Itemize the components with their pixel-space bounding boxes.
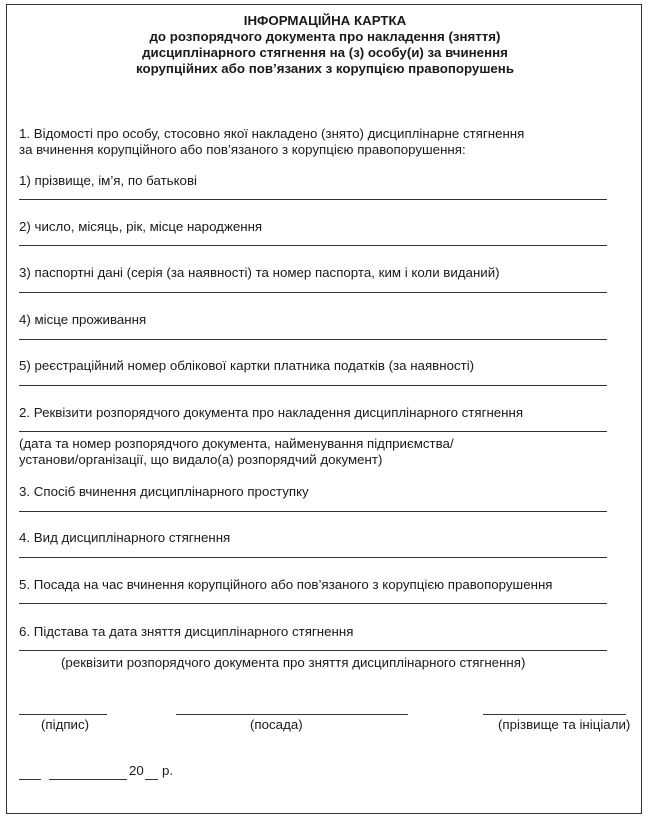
form-subtitle-line-1: до розпорядчого документа про накладення (зняття) — [149, 29, 501, 44]
field-full-name-line[interactable] — [19, 199, 607, 200]
date-year-prefix: 20 — [129, 763, 144, 778]
section-3-line[interactable] — [19, 511, 607, 512]
signature-caption: (підпис) — [41, 717, 90, 732]
section-2-line[interactable] — [19, 431, 607, 432]
field-residence-label: 4) місце проживання — [19, 312, 147, 327]
date-day-line[interactable] — [19, 779, 41, 780]
name-initials-line[interactable] — [483, 714, 626, 715]
field-passport-line[interactable] — [19, 292, 607, 293]
information-card-form — [6, 4, 642, 814]
section-6-line[interactable] — [19, 650, 607, 651]
section-1-intro-line-2: за вчинення корупційного або пов’язаного з корупцією правопорушення: — [19, 142, 466, 157]
date-month-line[interactable] — [49, 779, 127, 780]
field-passport-label: 3) паспортні дані (серія (за наявності) та номер паспорта, ким і коли виданий) — [19, 265, 500, 280]
form-subtitle-line-3: корупційних або пов’язаних з корупцією правопорушень — [135, 61, 515, 76]
section-5-label: 5. Посада на час вчинення корупційного або пов’язаного з корупцією правопорушення — [19, 577, 553, 592]
field-full-name-label: 1) прізвище, ім’я, по батькові — [19, 173, 197, 188]
name-initials-caption: (прізвище та ініціали) — [498, 717, 631, 732]
section-2-hint-line-1: (дата та номер розпорядчого документа, найменування підприємства/ — [19, 436, 454, 451]
field-tax-number-label: 5) реєстраційний номер облікової картки платника податків (за наявності) — [19, 358, 475, 373]
position-line[interactable] — [176, 714, 408, 715]
date-year-suffix: р. — [162, 763, 174, 778]
section-6-hint: (реквізити розпорядчого документа про зняття дисциплінарного стягнення) — [61, 655, 526, 670]
field-birth-label: 2) число, місяць, рік, місце народження — [19, 219, 263, 234]
section-5-line[interactable] — [19, 603, 607, 604]
section-4-line[interactable] — [19, 557, 607, 558]
section-1-intro-line-1: 1. Відомості про особу, стосовно якої накладено (знято) дисциплінарне стягнення — [19, 126, 525, 141]
form-subtitle-line-2: дисциплінарного стягнення на (з) особу(и) за вчинення — [142, 45, 508, 60]
field-birth-line[interactable] — [19, 245, 607, 246]
section-6-label: 6. Підстава та дата зняття дисциплінарного стягнення — [19, 624, 354, 639]
form-title: ІНФОРМАЦІЙНА КАРТКА — [243, 13, 407, 28]
date-year-line[interactable] — [145, 779, 158, 780]
field-tax-number-line[interactable] — [19, 385, 607, 386]
field-residence-line[interactable] — [19, 339, 607, 340]
section-2-label: 2. Реквізити розпорядчого документа про накладення дисциплінарного стягнення — [19, 405, 524, 420]
signature-line[interactable] — [19, 714, 107, 715]
position-caption: (посада) — [250, 717, 303, 732]
section-2-hint-line-2: установи/організації, що видало(а) розпорядчий документ) — [19, 452, 383, 467]
section-3-label: 3. Спосіб вчинення дисциплінарного проступку — [19, 484, 309, 499]
section-4-label: 4. Вид дисциплінарного стягнення — [19, 530, 231, 545]
